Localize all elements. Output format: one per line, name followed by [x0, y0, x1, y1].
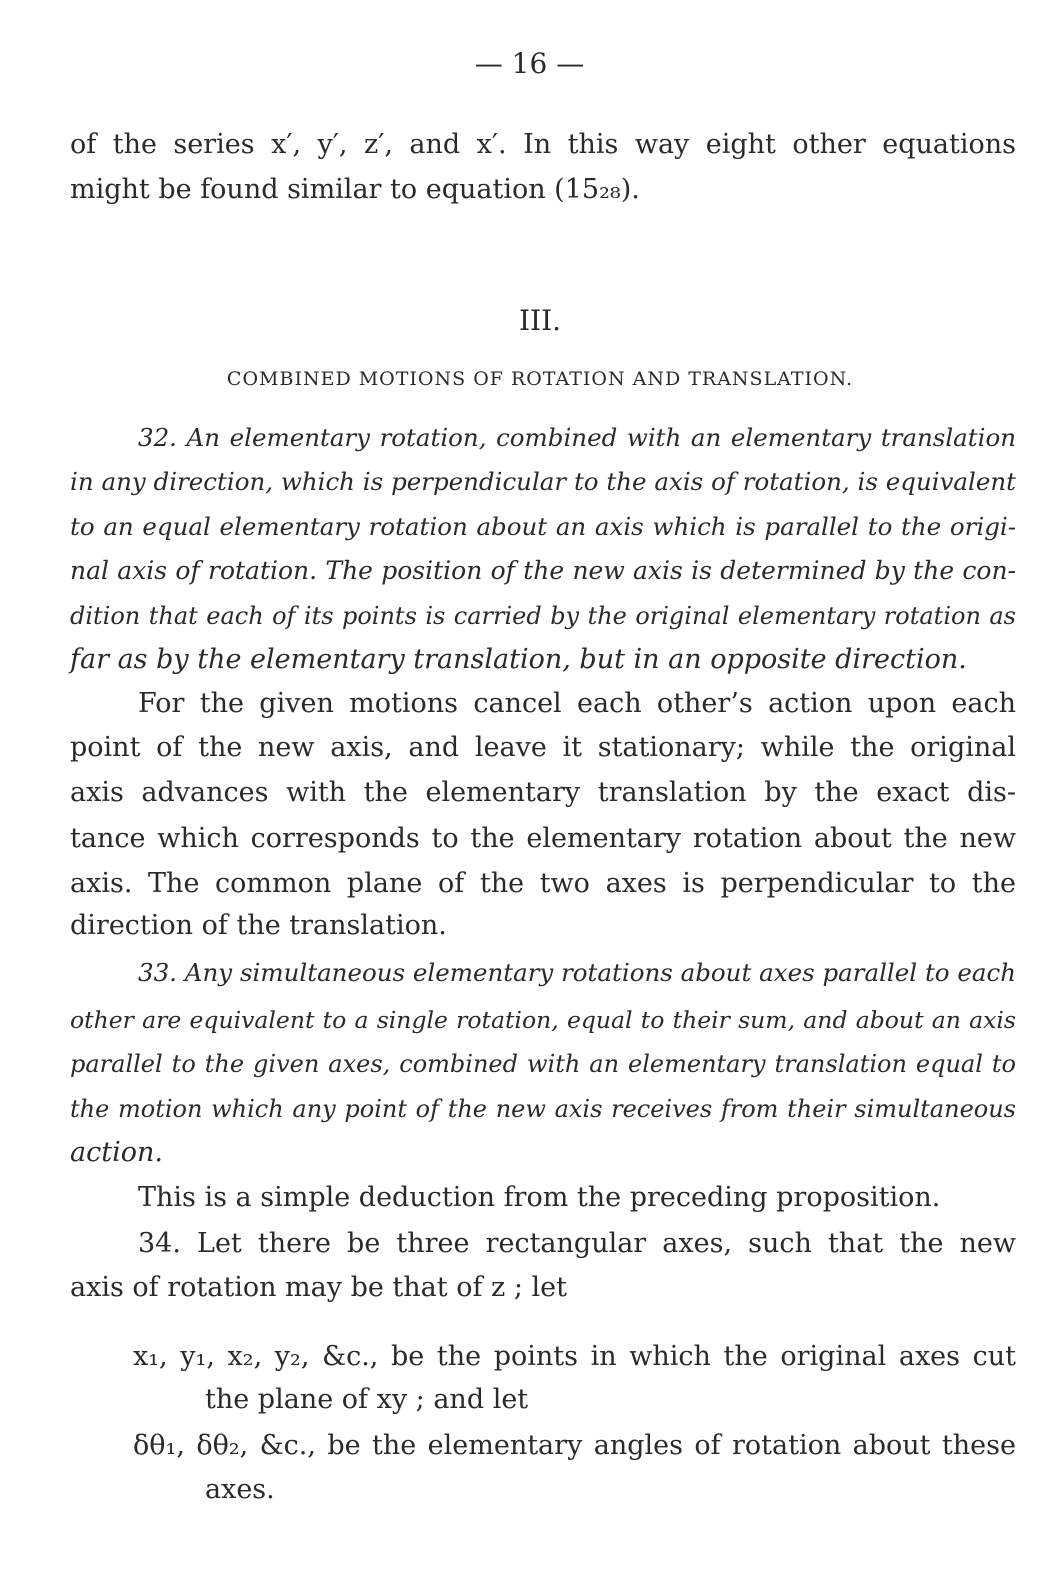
def-1-line-2: the plane of xy ; and let	[205, 1384, 529, 1415]
para32-proof-line-6: direction of the translation.	[70, 910, 447, 941]
para33-line-3: parallel to the given axes, combined with an elementary translation equal to	[70, 1050, 1016, 1078]
page-number: — 16 —	[474, 47, 585, 80]
para32-proof-line-5: axis. The common plane of the two axes is perpendicular to the	[70, 868, 1016, 899]
intro-line-2: might be found similar to equation (15₂₈).	[70, 174, 640, 205]
para32-line-1: 32. An elementary rotation, combined with an elementary translation	[138, 423, 1016, 452]
para32-proof-line-4: tance which corresponds to the elementary rotation about the new	[70, 823, 1016, 854]
para32-line-2: in any direction, which is perpendicular to the axis of rotation, is equivalent	[70, 467, 1016, 496]
para33-line-1: 33. Any simultaneous elementary rotations about axes parallel to each	[138, 958, 1016, 987]
para32-line-5: dition that each of its points is carried by the original elementary rotation as	[70, 602, 1016, 630]
para33-line-2: other are equivalent to a single rotation, equal to their sum, and about an axis	[70, 1006, 1016, 1034]
para32-proof-line-3: axis advances with the elementary translation by the exact dis-	[70, 777, 1016, 808]
para33-proof: This is a simple deduction from the preceding proposition.	[138, 1182, 941, 1213]
section-title: COMBINED MOTIONS OF ROTATION AND TRANSLATION.	[226, 368, 854, 390]
def-2-line-1: δθ₁, δθ₂, &c., be the elementary angles of rotation about these	[133, 1430, 1016, 1461]
para32-proof-line-2: point of the new axis, and leave it stationary; while the original	[70, 732, 1016, 763]
para32-proof-line-1: For the given motions cancel each other’s action upon each	[138, 688, 1016, 719]
para32-line-3: to an equal elementary rotation about an axis which is parallel to the origi-	[70, 512, 1016, 541]
para33-line-4: the motion which any point of the new axis receives from their simultaneous	[70, 1095, 1016, 1123]
para34-line-2: axis of rotation may be that of z ; let	[70, 1272, 567, 1303]
para34-line-1: 34. Let there be three rectangular axes, such that the new	[138, 1228, 1016, 1259]
def-2-line-2: axes.	[205, 1474, 275, 1505]
section-number: III.	[518, 304, 562, 337]
intro-line-1: of the series x′, y′, z′, and x′. In this way eight other equations	[70, 129, 1016, 160]
para33-line-5: action.	[70, 1137, 163, 1168]
para32-line-6: far as by the elementary translation, but in an opposite direction.	[70, 644, 967, 675]
def-1-line-1: x₁, y₁, x₂, y₂, &c., be the points in which the original axes cut	[133, 1341, 1016, 1372]
para32-line-4: nal axis of rotation. The position of the new axis is determined by the con-	[70, 556, 1016, 585]
